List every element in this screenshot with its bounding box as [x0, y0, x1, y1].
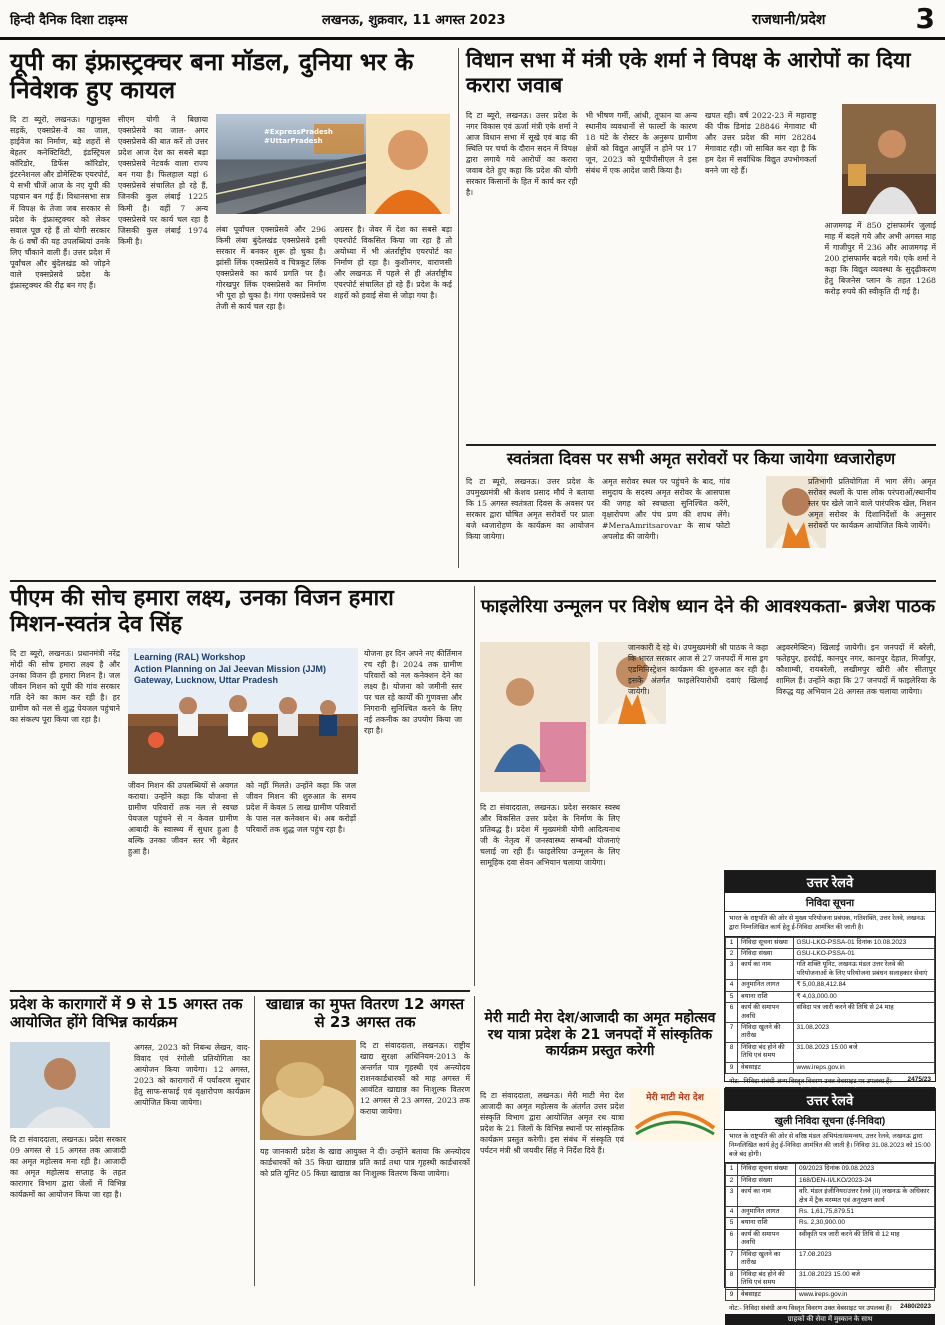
tender-table: [725, 1163, 935, 1301]
story-jal-jeevan: [10, 586, 470, 986]
story-headline: मेरी माटी मेरा देश/आजादी का अमृत महोत्सव रथ यात्रा प्रदेश के 21 जनपदों में सांस्कृतिक कार्यक्रम प्रस्तुत करेगी: [484, 1010, 716, 1060]
tender-code: 2475/23: [907, 1076, 931, 1084]
story-column: दि टा संवाददाता, लखनऊ। प्रदेश सरकार स्वस्थ और विकसित उत्तर प्रदेश के निर्माण के लिए प्रतिबद्ध है। प्रदेश में मुख्यमंत्री योगी आदित्यनाथ जी के नेतृत्व में जनस्वास्थ्य सम्बन्धी योजनाएं चलाई जा रही हैं। फाइलेरिया उन्मूलन के लिए सामूहिक दवा सेवन अभियान चलाया जायेगा।: [480, 803, 620, 868]
tender-row: [726, 1249, 935, 1269]
story-food-grain: [260, 996, 470, 1286]
tender-row-label: कार्य की समापन अवधि: [738, 1229, 796, 1249]
story-headline: फाइलेरिया उन्मूलन पर विशेष ध्यान देने की आवश्यकता- ब्रजेश पाठक: [480, 596, 936, 617]
tender-row: [726, 948, 935, 959]
tender-row-value: वरि. मंडल इंजीनियर/उत्तर रेलवे (II) लखनऊ के अधिकार क्षेत्र में ट्रैक मरम्मत एवं अनुरक्षण कार्य: [796, 1187, 935, 1207]
tender-row-number: 8: [726, 1269, 738, 1289]
photo-caption: #ExpressPradesh #UttarPradesh: [264, 128, 333, 146]
tender-row-value: GSU-LKO-PSSA-01: [793, 948, 934, 959]
dateline: लखनऊ, शुक्रवार, 11 अगस्त 2023: [322, 13, 506, 28]
tender-intro: भारत के राष्ट्रपति की ओर से मुख्य परियोजना प्रबंधक, गतिशक्ति, उत्तर रेलवे, लखनऊ द्वारा निम्नलिखित कार्य हेतु ई-निविदा आमंत्रित की जाती है।: [725, 912, 935, 937]
tender-row-value: गति शक्ति यूनिट, लखनऊ मंडल उत्तर रेलवे की परियोजनाओं के लिए परियोजना प्रबंधन सलाहकार सेवाएं: [793, 960, 934, 980]
story-column: दि टा ब्यूरो, लखनऊ। उत्तर प्रदेश के नगर विकास एवं ऊर्जा मंत्री एके शर्मा ने आज विधान सभा में सूखे एवं बाढ़ की स्थिति पर चर्चा के दौरान सदन में विपक्ष द्वारा लगाये गये आरोपों का करारा जवाब देते हुए कहा कि प्रदेश की योगी सरकार किसानों के हित में कार्य कर रही है।: [466, 111, 578, 198]
story-body: [480, 1090, 720, 1286]
story-column: खपत रही। वर्ष 2022-23 में महाराष्ट्र की पीक डिमांड 28846 मेगावाट थी और उत्तर प्रदेश की मांग 28284 मेगावाट रही। जो साबित कर रहा है कि हम देश में सर्वाधिक विद्युत उपभोगकर्ता बनने जा रहे हैं।: [705, 111, 817, 176]
tender-row-label: कार्य की समापन अवधि: [738, 1003, 794, 1023]
tender-row-label: निविदा बंद होने की तिथि एवं समय: [738, 1042, 794, 1062]
section-divider: [10, 580, 936, 582]
tender-row-value: संविदा पत्र जारी करने की तिथि से 24 माह: [793, 1003, 934, 1023]
tender-row-value: 31.08.2023: [793, 1023, 934, 1043]
tender-row: [726, 1229, 935, 1249]
tender-row-number: 3: [726, 1187, 738, 1207]
tender-row-label: निविदा खुलने की तारीख: [738, 1023, 794, 1043]
tender-row: [726, 1164, 935, 1175]
story-headline: स्वतंत्रता दिवस पर सभी अमृत सरोवरों पर किया जायेगा ध्वजारोहण: [506, 449, 896, 468]
story-column: भी भीषण गर्मी, आंधी, तूफान या अन्य स्थानीय व्यवधानों से फाल्टों के कारण 18 घंटे के रोस्टर के अनुरूप ग्रामीण क्षेत्रों को विद्युत आपूर्ति न होने पर 17 जून, 2023 को यूपीपीसीएल ने इस संबंध में एक आदेश जारी किया है।: [585, 111, 697, 176]
story-body: [10, 648, 470, 986]
tender-row-number: 7: [726, 1023, 738, 1043]
story-flag-hoisting: [466, 450, 936, 578]
tender-row-value: स्वीकृति पत्र जारी करने की तिथि से 12 माह: [796, 1229, 935, 1249]
story-column: अगस्त, 2023 को निबन्ध लेखन, वाद-विवाद एवं रंगोली प्रतियोगिता का आयोजन किया जायेगा। 12 अगस्त, 2023 को कारागारों में पर्यावरण सुधार हेतु साफ-सफाई एवं वृक्षारोपण कार्यक्रम आयोजित किया जायेगा।: [134, 1043, 250, 1108]
tender-title: खुली निविदा सूचना (ई-निविदा): [725, 1111, 935, 1130]
tender-row-number: 9: [726, 1289, 738, 1300]
tender-row-number: 2: [726, 948, 738, 959]
story-column: सीएम योगी ने बिछाया एक्सप्रेसवे का जाल- अगर एक्सप्रेसवे की बात करें तो उत्तर प्रदेश आज देश का सबसे बड़ा एक्सप्रेसवे नेटवर्क वाला राज्य बन गया है। फिलहाल यहां 6 एक्सप्रेसवे संचालित हो रहे हैं, जिनकी कुल लंबाई 1225 किमी है। वहीं 7 अन्य एक्सप्रेसवे पर कार्य चल रहा है जिसकी कुल लंबाई 1974 किमी है।: [118, 115, 208, 246]
tender-row-number: 4: [726, 1207, 738, 1218]
story-column: लंबा पूर्वांचल एक्सप्रेसवे और 296 किमी लंबा बुंदेलखंड एक्सप्रेसवे इसी सरकार में बनकर शुरू हो चुका है। झांसी लिंक एक्सप्रेसवे व चित्रकूट लिंक एक्सप्रेसवे का कार्य प्रगति पर है। गोरखपुर लिंक एक्सप्रेसवे का निर्माण भी पूरा हो चुका है। गंगा एक्सप्रेसवे पर तेजी से कार्य चल रहा है।: [216, 225, 326, 312]
tender-row-number: 3: [726, 960, 738, 980]
story-column: अग्रसर है। जेवर में देश का सबसे बड़ा एयरपोर्ट विकसित किया जा रहा है तो अयोध्या में भी अंतर्राष्ट्रीय एयरपोर्ट का निर्माण हो रहा है। कुशीनगर, वाराणसी और लखनऊ में पहले से ही अंतर्राष्ट्रीय एयरपोर्ट संचालित हो रहे हैं। प्रदेश के कई शहरों को हवाई सेवा से जोड़ा गया है।: [334, 225, 452, 301]
tender-row-value: 168/DEN-II/LKO/2023-24: [796, 1175, 935, 1186]
tender-row-value: 17.08.2023: [796, 1249, 935, 1269]
tender-row-label: निविदा संख्या: [738, 948, 794, 959]
newspaper-name: हिन्दी दैनिक दिशा टाइम्स: [10, 13, 128, 28]
tender-row-number: 2: [726, 1175, 738, 1186]
section-name: राजधानी/प्रदेश: [752, 12, 826, 28]
railway-etender-notice: [724, 1088, 936, 1323]
story-headline: प्रदेश के कारागारों में 9 से 15 अगस्त तक आयोजित होंगे विभिन्न कार्यक्रम: [10, 995, 243, 1031]
tender-footer: [725, 1074, 935, 1087]
story-column: अइवरमेक्टिन) खिलाई जायेगी। इन जनपदों में बरेली, फतेहपुर, हरदोई, कानपुर नगर, कानपुर देहात, मिर्जापुर, कौशाम्बी, रायबरेली, लखीमपुर खीरी और सीतापुर शामिल हैं। उन्होंने कहा कि 27 जनपदों में फाइलेरिया के विरुद्ध यह अभियान 28 अगस्त तक चलाया जायेगा।: [776, 643, 936, 697]
story-body: [10, 1042, 250, 1286]
column-divider: [458, 48, 459, 568]
tender-row: [726, 1003, 935, 1023]
tender-row-value: ₹ 4,03,000.00: [793, 991, 934, 1002]
story-headline: पीएम की सोच हमारा लक्ष्य, उनका विजन हमारा मिशन-स्वतंत्र देव सिंह: [10, 586, 394, 637]
tender-row-number: 6: [726, 1003, 738, 1023]
story-headline: यूपी का इंफ्रास्ट्रक्चर बना मॉडल, दुनिया भर के निवेशक हुए कायल: [10, 48, 414, 105]
tender-row: [726, 1218, 935, 1229]
tender-row-number: 1: [726, 937, 738, 948]
tender-row-label: कार्य का नाम: [738, 960, 794, 980]
tender-row-label: निविदा सूचना संख्या: [738, 1164, 796, 1175]
story-column: जीवन मिशन की उपलब्धियों से अवगत कराया। उन्होंने कहा कि योजना से ग्रामीण परिवारों तक नल से स्वच्छ पेयजल पहुंचने से न केवल ग्रामीण आबादी के स्वास्थ्य में सुधार हुआ है बल्कि उनका जीवन स्तर भी बेहतर हुआ है।: [128, 781, 238, 857]
tender-row-value: 31.08.2023 15:00 बजे: [793, 1042, 934, 1062]
banner-line: Gateway, Lucknow, Uttar Pradesh: [134, 675, 279, 686]
tender-table: [725, 937, 935, 1075]
logo-text: मेरी माटी मेरा देश: [646, 1093, 704, 1103]
tender-row: [726, 1207, 935, 1218]
tender-row: [726, 1289, 935, 1300]
tender-row-number: 4: [726, 980, 738, 991]
tender-row-label: निविदा बंद होने की तिथि एवं समय: [738, 1269, 796, 1289]
tender-row: [726, 1269, 935, 1289]
column-divider: [474, 996, 475, 1286]
story-prisons: [10, 996, 250, 1286]
tender-org: उत्तर रेलवे: [725, 871, 935, 893]
tender-row-label: कार्य का नाम: [738, 1187, 796, 1207]
banner-line: Learning (RAL) Workshop: [134, 652, 246, 662]
banner-line: Action Planning on Jal Jeevan Mission (JJM): [134, 663, 327, 674]
masthead: [0, 0, 945, 40]
tender-row-number: 7: [726, 1249, 738, 1269]
tender-row-value: 31.08.2023 15.00 बजे: [796, 1269, 935, 1289]
story-ak-sharma: [466, 48, 936, 438]
tender-row-value: www.ireps.gov.in: [796, 1289, 935, 1300]
tender-row-number: 5: [726, 991, 738, 1002]
story-column: योजना हर दिन अपने नए कीर्तिमान रच रही है। 2024 तक ग्रामीण परिवारों को नल कनेक्शन देने का लक्ष्य है। योजना को जमीनी स्तर पर चल रहे कार्यों की गुणवत्ता और निगरानी सुनिश्चित करने के लिए नई तकनीक का उपयोग किया जा रहा है।: [364, 649, 462, 736]
tender-row-label: वेबसाइट: [738, 1289, 796, 1300]
story-headline: विधान सभा में मंत्री एके शर्मा ने विपक्ष के आरोपों का दिया करारा जवाब: [466, 48, 911, 97]
tender-row-value: GSU-LKO-PSSA-01 दिनांक 10.08.2023: [793, 937, 934, 948]
tender-row: [726, 937, 935, 948]
story-body: [10, 114, 450, 575]
section-divider: [10, 990, 470, 992]
tender-row: [726, 1042, 935, 1062]
tender-footer: [725, 1301, 935, 1314]
story-column: दि टा संवाददाता, लखनऊ। राष्ट्रीय खाद्य सुरक्षा अधिनियम-2013 के अन्तर्गत पात्र गृहस्थी एवं अन्त्योदय राशनकार्डधारकों को माह अगस्त में आवंटित खाद्यान्न का निःशुल्क वितरण 12 अगस्त से 23 अगस्त, 2023 तक कराया जायेगा।: [360, 1041, 470, 1117]
tender-row-label: निविदा खुलने का तारीख: [738, 1249, 796, 1269]
tender-row-value: Rs. 1,61,75,879.51: [796, 1207, 935, 1218]
story-body: [466, 110, 936, 438]
story-column: यह जानकारी प्रदेश के खाद्य आयुक्त ने दी। उन्होंने बताया कि अन्त्योदय कार्डधारकों को 35 किग्रा खाद्यान्न प्रति कार्ड तथा पात्र गृहस्थी कार्डधारकों को प्रति यूनिट 05 किग्रा खाद्यान्न का निःशुल्क वितरण किया जायेगा।: [260, 1147, 470, 1179]
story-column: दि टा संवाददाता, लखनऊ। प्रदेश सरकार 09 अगस्त से 15 अगस्त तक आजादी का अमृत महोत्सव मना रही है। आजादी का अमृत महोत्सव सप्ताह के तहत कारागार विभाग द्वारा जेलों में विभिन्न कार्यक्रमों का आयोजन किया जा रहा है।: [10, 1135, 126, 1200]
tender-row-number: 5: [726, 1218, 738, 1229]
tender-row-value: ₹ 5,00,88,412.84: [793, 980, 934, 991]
tender-row-number: 1: [726, 1164, 738, 1175]
tender-title: निविदा सूचना: [725, 893, 935, 912]
tender-row-value: Rs. 2,30,900.00: [796, 1218, 935, 1229]
tender-org: उत्तर रेलवे: [725, 1089, 935, 1111]
tender-row-value: www.ireps.gov.in: [793, 1062, 934, 1073]
story-body: [466, 476, 936, 578]
story-column: अमृत सरोवर स्थल पर पहुंचने के बाद, गांव समुदाय के सदस्य अमृत सरोवर के आसपास की जगह को स्वच्छता सुनिश्चित करेंगे, वृक्षारोपण और पंच प्रण की शपथ लेंगे। #MeraAmritsarovar के साथ फोटो अपलोड की जायेगी।: [602, 477, 730, 542]
column-divider: [254, 996, 255, 1286]
story-column: दि टा ब्यूरो, लखनऊ। गड्ढामुक्त सड़कें, एक्सप्रेस-वे का जाल, हाईवेज का निर्माण, बड़े शहरों से बेहतर कनेक्टिविटी, इंडस्ट्रियल कॉरिडोर, डिफेंस कॉरिडोर, इंटरनेशनल और डोमेस्टिक एयरपोर्ट, ये सभी चीजें आज के नए यूपी की पहचान बन गई हैं। विधानसभा सत्र में विपक्ष के तेजा जब सरकार से प्रदेश के इंफ्रास्ट्रक्चर को लेकर सवाल पूछ रहे हैं तो योगी सरकार के 6 वर्षों की यह उपलब्धियां उनके लिए चौंकाने वाली हैं। उत्तर प्रदेश में पूर्वांचल और बुंदेलखंड को जोड़ने वाले एक्सप्रेसवे प्रदेश के इंफ्रास्ट्रक्चर की रीढ़ बन गए हैं।: [10, 115, 110, 290]
story-column: को नहीं मिलते। उन्होंने कहा कि जल जीवन मिशन की शुरुआत के समय प्रदेश में केवल 5 लाख ग्रामीण परिवारों के पास नल कनेक्शन थे। अब करोड़ों परिवारों तक शुद्ध जल पहुंच रहा है।: [246, 781, 356, 835]
tender-row-label: अनुमानित लागत: [738, 980, 794, 991]
tender-slogan: ग्राहकों की सेवा में मुस्कान के साथ: [725, 1314, 935, 1325]
tender-code: 2480/2023: [900, 1302, 931, 1310]
story-column: दि टा ब्यूरो, लखनऊ। उत्तर प्रदेश के उपमुख्यमंत्री श्री केशव प्रसाद मौर्य ने बताया कि 15 अगस्त स्वतंत्रता दिवस के अवसर पर सरकार द्वारा घोषित अमृत सरोवरों पर प्रातः बजे ध्वजारोहण के कार्यक्रम का आयोजन किया जायेगा।: [466, 477, 594, 542]
section-divider: [466, 444, 936, 446]
page-number: 3: [915, 2, 935, 35]
tender-row-label: बयाना राशि: [738, 991, 794, 1002]
column-divider: [474, 586, 475, 986]
tender-row-value: 09/2023 दिनांक 09.08.2023: [796, 1164, 935, 1175]
story-infrastructure: [10, 48, 450, 575]
tender-row-number: 8: [726, 1042, 738, 1062]
tender-row: [726, 1187, 935, 1207]
story-meri-mati: [480, 1010, 720, 1286]
tender-row-label: निविदा संख्या: [738, 1175, 796, 1186]
story-body: [260, 1146, 470, 1286]
tender-row-number: 9: [726, 1062, 738, 1073]
tender-row: [726, 1062, 935, 1073]
tender-intro: भारत के राष्ट्रपति की ओर से वरिष्ठ मंडल अभियंता/समन्वय, उत्तर रेलवे, लखनऊ द्वारा निम्नलिखित कार्य हेतु ई-निविदा आमंत्रित की जाती है। निविदा 31.08.2023 को 15:00 बजे बंद होगी।: [725, 1130, 935, 1163]
tender-row: [726, 991, 935, 1002]
story-column: आजमगढ़ में 850 ट्रांसफार्मर जुलाई माह में बदले गये और अभी अगस्त माह में गाजीपुर में 236 और आजमगढ़ में 200 ट्रांसफार्मर बदले गये। एके शर्मा ने कहा कि विद्युत व्यवस्था के सुदृढ़ीकरण हेतु बिजनेस प्लान के तहत 1268 करोड़ रुपये की स्वीकृति दी गई है।: [824, 221, 936, 297]
story-headline: खाद्यान्न का मुफ्त वितरण 12 अगस्त से 23 अगस्त तक: [265, 995, 465, 1031]
tender-row-number: 6: [726, 1229, 738, 1249]
tender-row-label: बयाना राशि: [738, 1218, 796, 1229]
tender-row: [726, 1175, 935, 1186]
railway-tender-notice: [724, 870, 936, 1086]
tender-row-label: अनुमानित लागत: [738, 1207, 796, 1218]
story-column: प्रतिभागी प्रतियोगिता में भाग लेंगे। अमृत सरोवर स्थलों के पास लोक परंपराओं/स्थानीय स्तर पर खेले जाने वाले पारंपरिक खेल, मिशन अमृत सरोवर के दिशानिर्देशों के अनुसार सरोवरों पर कार्यक्रम आयोजित किये जायेंगे।: [808, 477, 936, 531]
tender-note: नोट:- निविदा संबंधी अन्य विस्तृत विवरण उक्त वेबसाइट पर उपलब्ध हैं।: [729, 1078, 892, 1086]
story-column: जानकारी दे रहे थे। उपमुख्यमंत्री श्री पाठक ने कहा कि भारत सरकार आज से 27 जनपदों में मास ड्रग एडमिनिस्ट्रेशन कार्यक्रम की शुरुआत कर रही है। इसके अंतर्गत फाइलेरियारोधी दवाएं खिलाई जायेगी।: [628, 643, 768, 697]
tender-row-label: निविदा सूचना संख्या: [738, 937, 794, 948]
tender-row: [726, 960, 935, 980]
story-column: दि टा संवाददाता, लखनऊ। मेरी माटी मेरा देश आजादी का अमृत महोत्सव के अंतर्गत उत्तर प्रदेश संस्कृति विभाग द्वारा आयोजित अमृत रथ यात्रा प्रदेश के 21 जिलों के विभिन्न स्थानों पर सांस्कृतिक कार्यक्रम प्रस्तुत करेगी। इस संबंध में संस्कृति एवं पर्यटन मंत्री श्री जयवीर सिंह ने निर्देश दिये हैं।: [480, 1091, 624, 1156]
story-column: दि टा ब्यूरो, लखनऊ। प्रधानमंत्री नरेंद्र मोदी की सोच हमारा लक्ष्य है और उनका विजन ही हमारा मिशन है। जल जीवन मिशन को यूपी की गांव सरकार गति देने का काम कर रही है। हर ग्रामीण को नल से शुद्ध पेयजल पहुंचाने का संकल्प पूरा किया जा रहा है।: [10, 649, 120, 725]
tender-row: [726, 1023, 935, 1043]
tender-row-label: वेबसाइट: [738, 1062, 794, 1073]
tender-note: नोट:- निविदा संबंधी अन्य विस्तृत विवरण उक्त वेबसाइट पर उपलब्ध हैं।: [729, 1304, 892, 1312]
tender-row: [726, 980, 935, 991]
